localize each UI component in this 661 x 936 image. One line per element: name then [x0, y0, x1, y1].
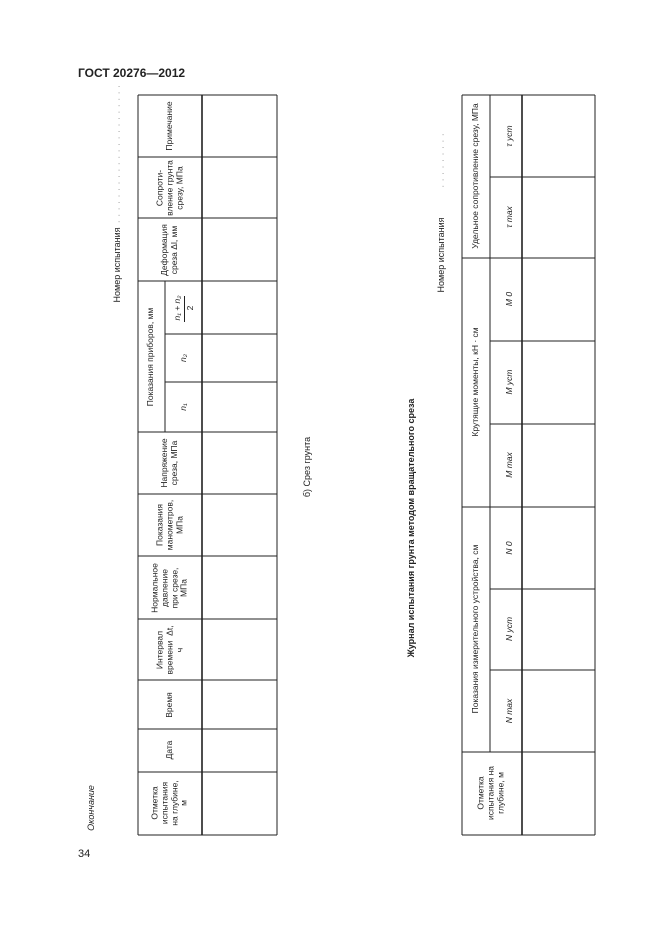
t1-col-deformation-text: Деформация среза Δl, мм	[159, 224, 179, 276]
t1-col-note: Примечание	[164, 101, 175, 151]
t1-col-normal-pressure-text: Нормальное давление при срезе, МПа	[149, 563, 189, 613]
t1-col-manometer-text: Показания манометров, МПа	[154, 499, 184, 551]
t1-test-number-dots: . . . . . . . . . . . . . . . . . . . . . . . .	[112, 84, 122, 236]
document-header: ГОСТ 20276—2012	[78, 66, 186, 80]
t2-col-m0: M 0	[504, 291, 515, 307]
t2-col-mark	[476, 766, 505, 820]
t2-col-mark-text: Отметка испытания на глубине, м	[475, 765, 505, 821]
t1-col-navg-den: 2	[185, 305, 196, 311]
t1-col-date: Дата	[164, 740, 175, 760]
t1-col-navg-num: n₁ + n₂	[172, 295, 183, 321]
t1-col-resistance-text: Сопроти- вление грунта срезу, МПа	[154, 160, 184, 216]
t2-col-tmax: τ max	[504, 206, 515, 228]
t1-col-devices-group: Показания приборов, мм	[145, 307, 156, 407]
t2-test-number-label: Номер испытания	[435, 217, 446, 293]
t1-continued-label: Окончание	[85, 785, 96, 831]
t2-test-number-dots: . . . . . . . . .	[436, 132, 446, 188]
caption-b: б) Срез грунта	[301, 436, 312, 498]
t1-col-interval-text: Интервал времени Δt, ч	[154, 625, 184, 675]
t2-col-nmax: N max	[504, 698, 515, 724]
t2-col-nust: N уст	[504, 616, 515, 642]
t2-col-n0: N 0	[504, 541, 515, 555]
t2-col-specific-group: Удельное сопротивление срезу, МПа	[470, 103, 481, 249]
t2-col-device-group: Показания измерительного устройства, см	[470, 544, 481, 714]
t1-col-time: Время	[164, 692, 175, 718]
t1-col-shear-stress-text: Напряжение среза, МПа	[159, 438, 179, 488]
t2-col-mmax: M max	[504, 452, 515, 478]
t2-col-tust: τ уст	[504, 125, 515, 147]
page-number: 34	[78, 848, 91, 860]
t2-col-torque-group: Крутящие моменты, кН · см	[470, 327, 481, 437]
t1-test-number-label: Номер испытания	[111, 227, 122, 303]
t2-col-must: M уст	[504, 369, 515, 395]
t2-title: Журнал испытания грунта методом вращательного среза	[405, 398, 416, 658]
t1-col-mark-text: Отметка испытания на глубине, м	[149, 780, 189, 826]
t1-col-n2: n₂	[178, 354, 189, 362]
t1-col-n1: n₁	[178, 403, 189, 411]
